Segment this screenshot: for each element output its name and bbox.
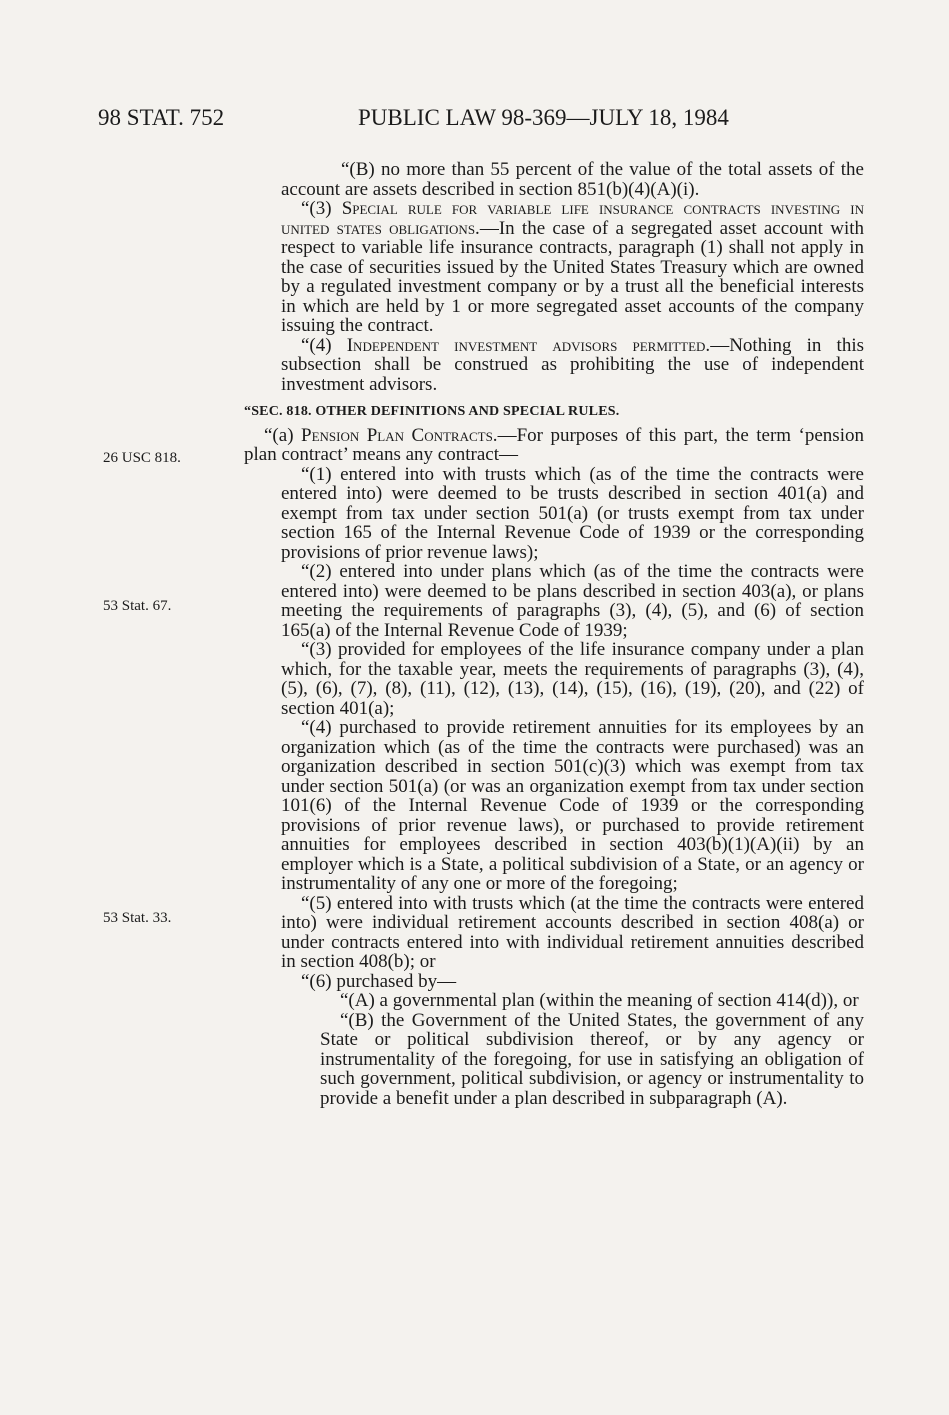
item-3: “(3) provided for employees of the life insurance company under a plan which, for the taxable year, meets the requirements of paragraphs (3), (4), (5), (6), (7), (8), (11), (12), (13), (14), (15), (16), (19), (20), and (22) of section 401(a); bbox=[281, 639, 864, 719]
paragraph-3-text: —In the case of a segregated asset account with respect to variable life insurance contracts, paragraph (1) shall not apply in the case of securities issued by the United States Treasury which are owned by a regulated investment company or by a trust all the beneficial interests in which are held by 1 or more segregated asset accounts of the company issuing the contract. bbox=[281, 217, 865, 336]
item-6-a: “(A) a governmental plan (within the meaning of section 414(d)), or bbox=[340, 990, 859, 1011]
item-6-b: “(B) the Government of the United States, the government of any State or political subdivision thereof, or by any agency or instrumentality of the foregoing, for use in satisfying an obligation of such government, political subdivision, or agency or instrumentality to provide a benefit under a plan described in subparagraph (A). bbox=[320, 1009, 864, 1109]
paragraph-4-open: “(4) bbox=[301, 334, 347, 356]
statute-page-number: 98 STAT. 752 bbox=[98, 105, 225, 130]
subsection-a-heading: Pension Plan Contracts. bbox=[301, 424, 498, 446]
item-1: “(1) entered into with trusts which (as of the time the contracts were entered into) were deemed to be trusts described in section 401(a) and exempt from tax under section 501(a) (or trusts exempt from tax under section 165 of the Internal Revenue Code of 1939 or the corresponding provisions of prior revenue laws); bbox=[281, 463, 864, 563]
public-law-title: PUBLIC LAW 98-369—JULY 18, 1984 bbox=[358, 105, 729, 130]
margin-note-usc: 26 USC 818. bbox=[103, 450, 181, 466]
document-body bbox=[244, 160, 864, 1108]
page-header bbox=[98, 105, 759, 139]
paragraph-3-open: “(3) bbox=[301, 198, 342, 219]
item-4: “(4) purchased to provide retirement annuities for its employees by an organization which (as of the time the contracts were purchased) was an organization described in section 501(c)(3) which was exempt from tax under section 501(a) (or was an organization exempt from tax under section 101(6) of the Internal Revenue Code of 1939 or the corresponding provisions of prior revenue laws), or purchased to provide retirement annuities for employees described in section 403(b)(1)(A)(ii) by an employer which is a State, a political subdivision of a State, or an agency or instrumentality of any one or more of the foregoing; bbox=[281, 717, 864, 894]
margin-note-stat-67: 53 Stat. 67. bbox=[103, 598, 172, 614]
margin-note-stat-33: 53 Stat. 33. bbox=[103, 910, 172, 926]
subsection-a-text: —For purposes of this part, the term ‘pension plan contract’ means any contract— bbox=[244, 424, 864, 465]
paragraph-4-heading: Independent investment advisors permitted. bbox=[346, 334, 711, 356]
paragraph-4 bbox=[244, 336, 864, 395]
subsection-a bbox=[244, 426, 864, 465]
paragraph-3-heading: Special rule for variable life insurance contracts investing in united states obligations. bbox=[281, 198, 864, 239]
item-6: “(6) purchased by— bbox=[301, 970, 457, 992]
section-heading: “SEC. 818. OTHER DEFINITIONS AND SPECIAL RULES. bbox=[244, 404, 620, 419]
paragraph-4-text: —Nothing in this subsection shall be construed as prohibiting the use of independent investment advisors. bbox=[281, 334, 864, 395]
paragraph-b: “(B) no more than 55 percent of the value of the total assets of the account are assets described in section 851(b)(4)(A)(i). bbox=[281, 159, 864, 200]
paragraph-3 bbox=[244, 199, 864, 336]
subsection-a-open: “(a) bbox=[264, 424, 302, 446]
item-2: “(2) entered into under plans which (as of the time the contracts were entered into) were deemed to be plans described in section 403(a), or plans meeting the requirements of paragraphs (3), (4), (5), and (6) of section 165(a) of the Internal Revenue Code of 1939; bbox=[281, 561, 864, 641]
item-5: “(5) entered into with trusts which (at the time the contracts were entered into) were individual retirement accounts described in section 408(a) or under contracts entered into with individual retirement annuities described in section 408(b); or bbox=[281, 892, 864, 972]
